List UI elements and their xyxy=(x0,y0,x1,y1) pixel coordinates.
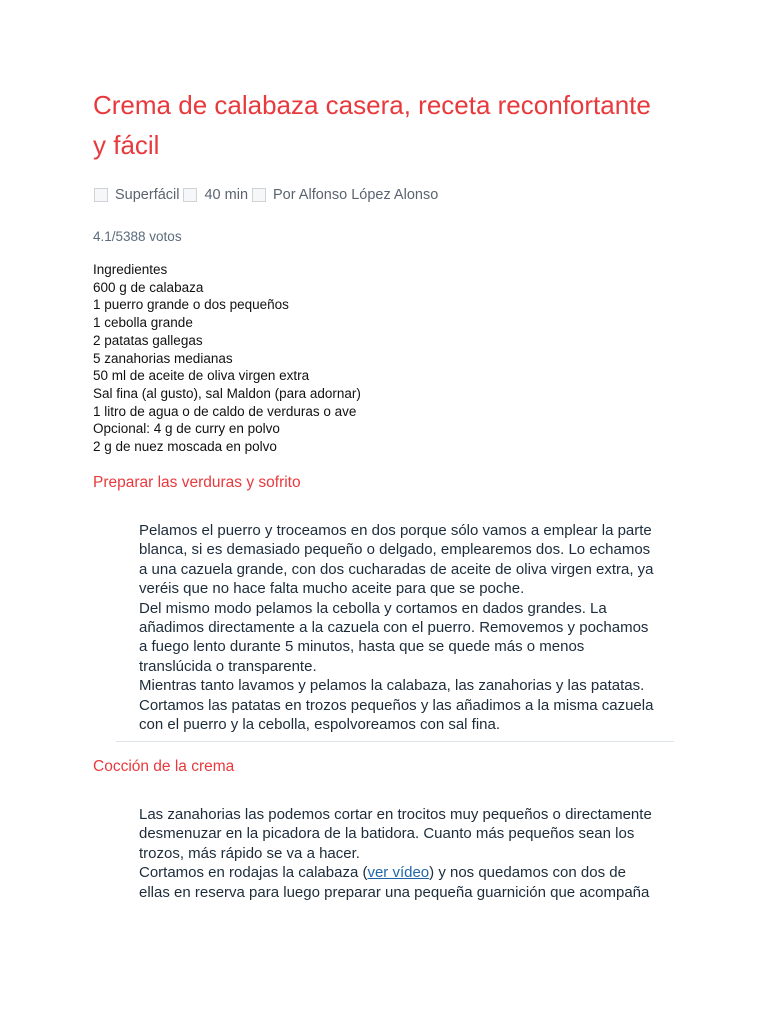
time-meta xyxy=(183,187,248,203)
step-line: veréis que no hace falta mucho aceite para que se poche. xyxy=(139,580,525,598)
step-line: a fuego lento durante 5 minutos, hasta que se quede más o menos xyxy=(139,638,585,656)
step-line: Cortamos las patatas en trozos pequeños y las añadimos a la misma cazuela xyxy=(139,696,654,714)
time-label: 40 min xyxy=(204,187,249,203)
step-text-preparar xyxy=(139,521,679,734)
step-line: desmenuzar en la picadora de la batidora. Cuanto más pequeños sean los xyxy=(139,825,635,843)
step-line: Las zanahorias las podemos cortar en trocitos muy pequeños o directamente xyxy=(139,806,652,823)
ingredient-item: 1 puerro grande o dos pequeños xyxy=(93,297,289,313)
ingredients-list xyxy=(93,261,653,456)
link-suffix-text: ) y nos quedamos con dos de xyxy=(429,864,626,882)
step-line: trozos, más rápido se va a hacer. xyxy=(139,844,360,862)
step-line: ellas en reserva para luego preparar una pequeña guarnición que acompaña xyxy=(139,883,650,901)
ingredient-item: 50 ml de aceite de oliva virgen extra xyxy=(93,368,310,384)
difficulty-label: Superfácil xyxy=(115,187,180,203)
link-prefix-text: Cortamos en rodajas la calabaza ( xyxy=(139,864,368,882)
step-line: blanca, si es demasiado pequeño o delgado, emplearemos dos. Lo echamos xyxy=(139,541,651,559)
recipe-title: Crema de calabaza casera, receta reconfortante y fácil xyxy=(93,90,651,160)
rating-votes: 4.1/5388 votos xyxy=(93,229,182,244)
ver-video-link[interactable]: ver vídeo xyxy=(367,864,430,882)
author-icon xyxy=(252,188,266,202)
step-line-with-link xyxy=(139,863,679,882)
step-line: Pelamos el puerro y troceamos en dos porque sólo vamos a emplear la parte xyxy=(139,522,652,539)
step-line: Del mismo modo pelamos la cebolla y cortamos en dados grandes. La xyxy=(139,599,607,617)
ingredient-item: 1 cebolla grande xyxy=(93,315,193,331)
ingredient-item: Opcional: 4 g de curry en polvo xyxy=(93,421,280,437)
clock-icon xyxy=(183,188,197,202)
step-text-coccion xyxy=(139,805,679,902)
ingredient-item: 600 g de calabaza xyxy=(93,279,204,295)
step-line: Mientras tanto lavamos y pelamos la calabaza, las zanahorias y las patatas. xyxy=(139,677,645,695)
author-label[interactable]: Por Alfonso López Alonso xyxy=(273,187,439,203)
ingredient-item: 5 zanahorias medianas xyxy=(93,350,233,366)
ingredient-item: 2 g de nuez moscada en polvo xyxy=(93,439,277,455)
step-line: con el puerro y la cebolla, espolvoreamos con sal fina. xyxy=(139,716,501,734)
difficulty-meta xyxy=(94,187,179,203)
ingredients-heading: Ingredientes xyxy=(93,262,168,277)
step-line: añadimos directamente a la cazuela con el puerro. Removemos y pochamos xyxy=(139,619,649,637)
difficulty-icon xyxy=(94,188,108,202)
section-heading-preparar: Preparar las verduras y sofrito xyxy=(93,474,301,491)
step-line: a una cazuela grande, con dos cucharadas de aceite de oliva virgen extra, ya xyxy=(139,560,654,578)
step-line: translúcida o transparente. xyxy=(139,657,317,675)
ingredient-item: Sal fina (al gusto), sal Maldon (para adornar) xyxy=(93,385,361,401)
section-heading-coccion: Cocción de la crema xyxy=(93,758,235,775)
recipe-meta xyxy=(94,185,442,205)
ingredient-item: 1 litro de agua o de caldo de verduras o ave xyxy=(93,403,357,419)
author-meta[interactable] xyxy=(252,187,438,203)
ingredient-item: 2 patatas gallegas xyxy=(93,332,203,348)
section-divider xyxy=(116,741,674,742)
